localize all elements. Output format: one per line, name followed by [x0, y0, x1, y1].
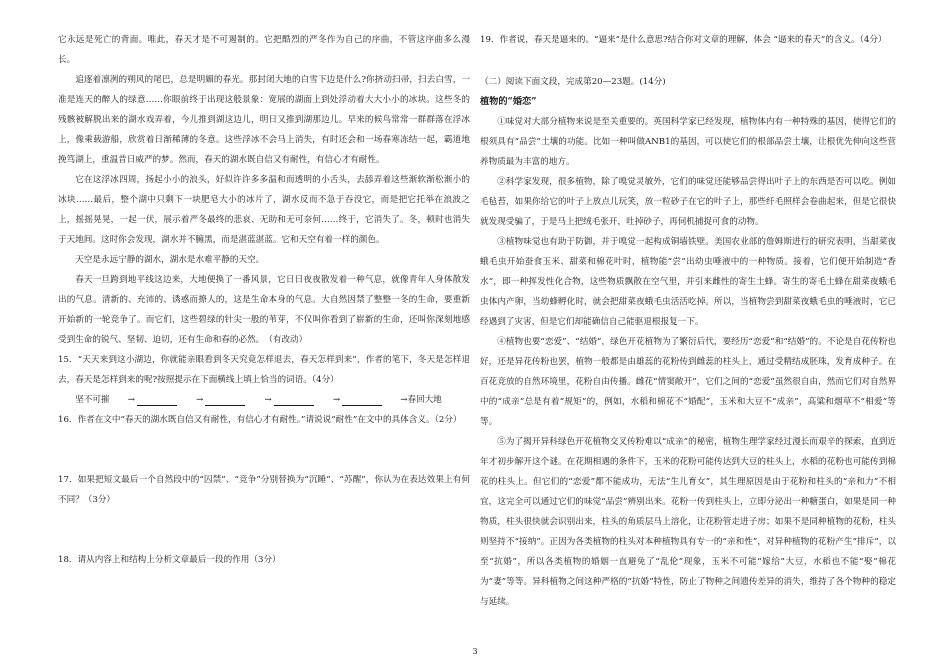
- paragraph: ④植物也要“恋爱”、“结婚”，绿色开花植物为了繁衍后代，要经历“恋爱”和“结婚”的。不论是自花传粉也好，还是异花传粉也罢，植物一般都是由雄蕊的花粉传到雌蕊的柱头上，通过受精结成胚珠，发育成种子。在百花竞放的自然环境里，花粉自由传播。雌花“情窦敞开”，它们之间的“恋爱”虽然很自由，然而它们对自然界中的“成亲”总是有着“规矩”的，例如，水稻和棉花不“婚配”，玉米和大豆不“成亲”，高粱和烟草不“相爱”等等。: [480, 337, 896, 427]
- page-number: 3: [472, 647, 478, 656]
- chain-end: →春回大地: [400, 395, 442, 405]
- paragraph: 追逐着凛冽的朔风的尾巴，总是明媚的春光。那封闭大地的白雪下边是什么?你挤动扫帚，扫去白雪，一准是连天的醉人的绿意……你眼前终于出现这般景象：宽展的湖面上到处浮动着大大小小的冰块。这些冬的残骸被解脱出来的湖水戏弄着，今儿推到湖这边儿，明日又推到湖那边儿。早来的候鸟常常一群群落在浮冰上，像乘载游船，欣赏着日渐稀薄的冬意。这些浮冰不会马上消失，有时还会和一场春寒冻结一起，霸道地挽笃湖上，重温昔日威严的梦。然而，春天的湖水既自信又有耐性，有信心才有耐性。: [58, 75, 470, 165]
- question-18: 18．请从内容上和结构上分析文章最后一段的作用（3分）: [58, 555, 281, 565]
- paragraph: ⑤为了揭开异科绿色开花植物交叉传粉难以“成亲”的秘密，植物生理学家经过漫长而艰辛的探索，直到近年才初步解开这个谜。在花期相遇的条件下，玉米的花粉可能传达到大豆的柱头上，水稻的花粉也可能传到棉花的柱头上。但它们的“恋爱”都不能成功，无法“生儿育女”，其生理原因是由于花粉和柱头的“亲和力”不相宜，这完全可以通过它们的味觉“品尝”辨别出来。花粉一传到柱头上，立即分泌出一种糖蛋白，如果是同一种物质，柱头很快就会识别出来，柱头的角质层马上溶化，让花粉管走进子房；如果不是同种植物的花粉，柱头则坚持不“接纳”。正因为各类植物的柱头对本种植物具有专一的“亲和性”，对异种植物的花粉产生“排斥”，以至“抗婚”，所以各类植物的婚姻一直避免了“乱伦”现象，玉米不可能“嫁给”大豆，水稻也不能“娶”棉花为“妻”等等。异科植物之间这种严格的“抗婚”特性，防止了物种之间遗传差异的消失，维持了各个物种的稳定与延续。: [480, 437, 896, 607]
- answer-chain: [58, 390, 470, 410]
- question-17: 17．如果把短文最后一个自然段中的“囚禁”、“竞争”分别替换为“沉睡”、“苏醒”，你认为在表达效果上有何不同？（3分）: [58, 475, 470, 505]
- arrow-icon: →: [127, 395, 135, 405]
- paragraph: ②科学家发现，很多植物，除了嗅觉灵敏外，它们的味觉还能够品尝得出叶子上的东西是否可以吃。例如毛毡苔，如果你给它的叶子上放点儿玩笑，放一粒砂子在它的叶子上，那些纤毛照样会卷曲起来，但是它很快就发现受骗了，于是马上把绒毛张开，吐掉砂子，再伺机捕捉可食的动物。: [480, 177, 896, 227]
- answer-blank-2[interactable]: [205, 394, 245, 406]
- arrow-icon: →: [196, 395, 204, 405]
- paragraph: 春天一旦跨到地平线这边来，大地便换了一番风景，它日日夜夜散发着一种气息，就像青年人身体散发出的气息。清新的、充沛的、诱惑而撩人的，这是生命本身的气息。大自然因禁了整整一冬的生命，要重新开始新的一轮竞争了。而它们，这些碧绿的针尖一般的苇芽，不仅叫你看到了崭新的生命，还叫你深刻地感受到生命的锐气、坚韧、迫切，还有生命和春的必然。 （有改动）: [58, 275, 470, 345]
- paragraph: 天空是永远宁静的湖水，湖水是水难平静的天空。: [75, 255, 265, 265]
- answer-space[interactable]: [58, 510, 470, 550]
- question-19: 19．作者说，春天是逼来的。“逼来”是什么意思?结合你对文章的理解，体会 “逼来的春天”的含义。（4分）: [480, 35, 887, 45]
- question-15: 15．“天天来到这小湖边，你就能亲眼看到冬天究竟怎样退去，春天怎样到来”，作者的笔下，冬天是怎样退去，春天是怎样到来的呢?按照提示在下面横线上填上恰当的词语。（4分）: [58, 355, 470, 385]
- paragraph: 它在这浮冰四周，扬起小小的浪头，好似许许多多温和而透明的小舌头，去舔弄着这些渐软渐松渐小的冰块……最后，整个湖中只剩下一块肥皂大小的冰片了，湖水反而不急于吞没它，而是把它托举在浪波之上，摇摇晃晃，一起一伏，展示着严冬最终的悲哀、无助和无可奈何……终于，它消失了。冬，顿时也消失于天地间。这时你会发现，湖水并不臃黑，而是湛蓝湛蓝。它和天空有着一样的颜色。: [58, 175, 470, 245]
- answer-blank-3[interactable]: [274, 394, 314, 406]
- arrow-icon: →: [332, 395, 341, 405]
- section-heading: （二）阅读下面文段，完成第20—23题。(14分): [480, 77, 666, 87]
- chain-start: 坚不可摧: [75, 395, 110, 405]
- right-column: [480, 30, 896, 612]
- answer-blank-1[interactable]: [137, 394, 177, 406]
- answer-blank-4[interactable]: [342, 394, 382, 406]
- question-16: 16．作者在文中“春天的湖水既自信又有耐性，有信心才有耐性。”请说说“耐性”在文中的具体含义。（2分）: [58, 415, 462, 425]
- paragraph: ①味觉对大部分植物来说是至关重要的。英国科学家已经发现，植物体内有一种特殊的基因，使得它们的根须具有“品尝”土壤的功能。比如一种叫做ANB1的基因，可以使它们的根部品尝土壤，让根优先伸向这些营养物质最为丰富的地方。: [480, 117, 896, 167]
- paragraph: 它永远是死亡的背面。唯此，春天才是不可遏制的。它把酷烈的严冬作为自己的序曲，不管这序曲多么漫长。: [58, 35, 470, 65]
- answer-space[interactable]: [58, 430, 470, 470]
- answer-space[interactable]: [480, 50, 896, 72]
- article-title: 植物的“婚恋”: [480, 96, 537, 107]
- left-column: [58, 30, 470, 570]
- paragraph: ③植物味觉也有助于防御，并于嗅觉一起构成铜墙铁壁。美国农业部的詹姆斯进行的研究表明，当甜菜夜蛾毛虫开始蚕食玉米、甜菜和棉花叶时，植物能“尝”出幼虫唾液中的一种物质。接着，它们便开始制造“香水”，即一种挥发性化合物，这些物质飘散在空气里，并引来雌性的寄生土蜂。寄生的寄毛土蜂在甜菜夜蛾毛虫体内产卵，当幼蜂孵化时，就会把甜菜夜蛾毛虫活活吃掉。所以，当植物尝到甜菜夜蛾毛虫的唾液时，它已经遇到了灾害，但是它们却能确信自己能驱退根报复一下。: [480, 237, 896, 327]
- arrow-icon: →: [264, 395, 272, 405]
